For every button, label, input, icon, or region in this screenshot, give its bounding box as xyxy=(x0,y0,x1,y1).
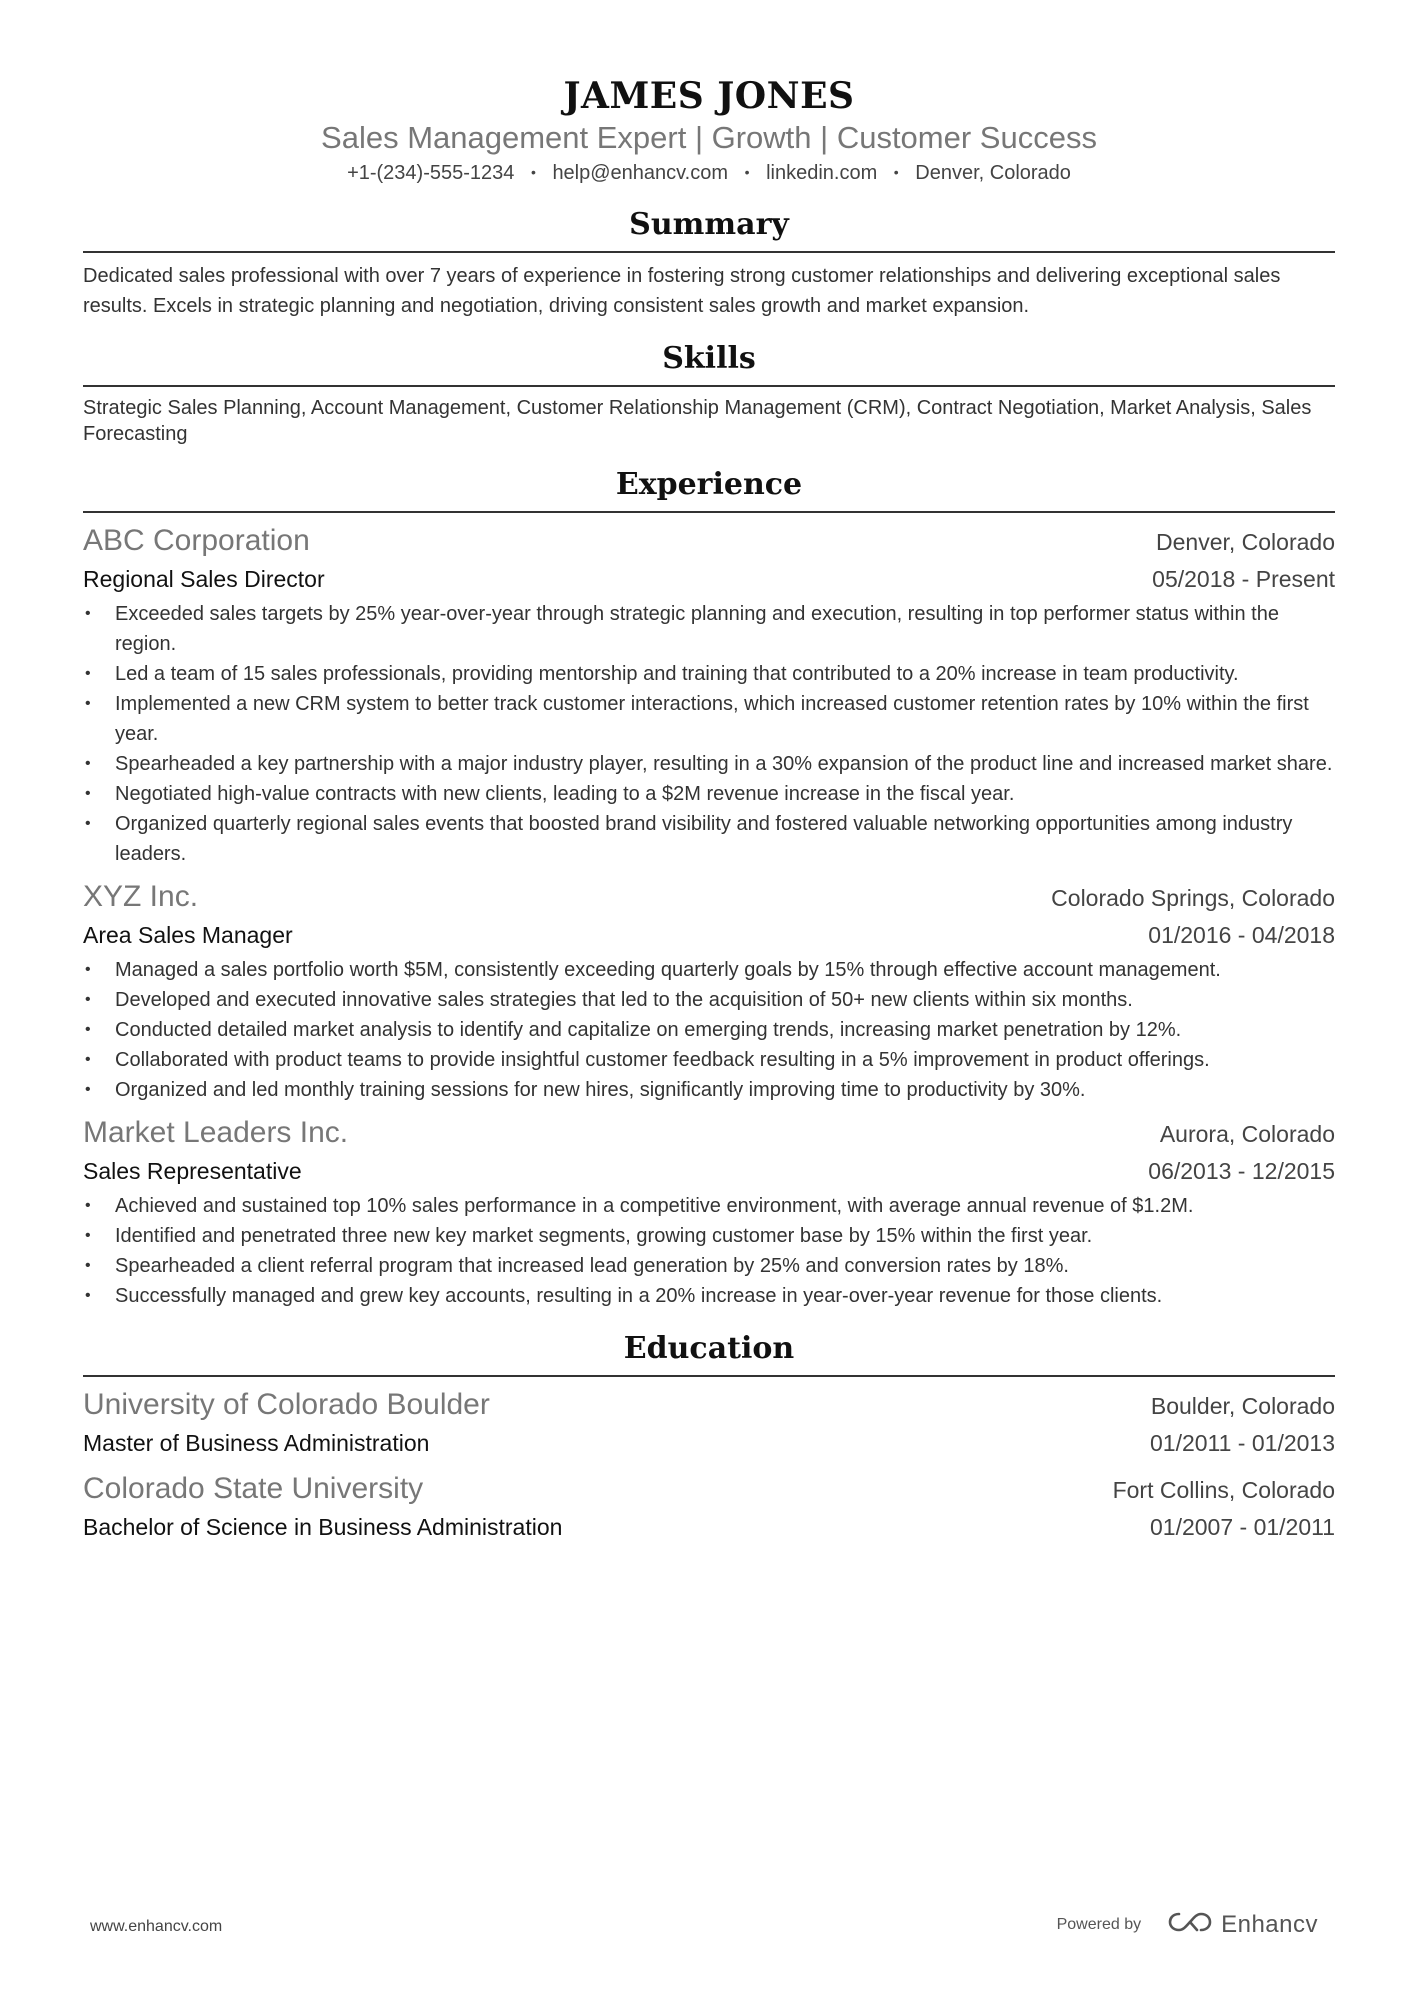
contact-info xyxy=(83,158,1335,187)
summary-heading: Summary xyxy=(83,205,1335,253)
experience-entry xyxy=(83,1113,1335,1311)
summary-section xyxy=(83,205,1335,321)
bullet-icon: • xyxy=(85,1021,91,1038)
degree-name: Master of Business Administration xyxy=(83,1430,430,1456)
company-name: Market Leaders Inc. xyxy=(83,1116,349,1149)
job-dates: 05/2018 - Present xyxy=(1152,566,1335,592)
education-dates: 01/2007 - 01/2011 xyxy=(1149,1514,1335,1540)
education-dates: 01/2011 - 01/2013 xyxy=(1149,1430,1335,1456)
skills-heading: Skills xyxy=(83,339,1335,387)
achievement-item: • Organized quarterly regional sales events that boosted brand visibility and fostered valuable networking opportunities among industry leaders. xyxy=(83,809,1335,869)
achievement-item: • Negotiated high-value contracts with new clients, leading to a $2M revenue increase in the fiscal year. xyxy=(83,779,1335,809)
education-heading: Education xyxy=(83,1329,1335,1377)
achievement-item: • Implemented a new CRM system to better track customer interactions, which increased customer retention rates by 10% within the first year. xyxy=(83,689,1335,749)
degree-name: Bachelor of Science in Business Administration xyxy=(83,1514,563,1540)
bullet-icon: • xyxy=(85,1287,91,1304)
education-section xyxy=(83,1329,1335,1545)
bullet-icon: • xyxy=(85,1197,91,1214)
school-name: University of Colorado Boulder xyxy=(83,1388,490,1421)
achievement-item: • Spearheaded a key partnership with a major industry player, resulting in a 30% expansion of the product line and increased market share. xyxy=(83,749,1335,779)
achievement-item: • Identified and penetrated three new key market segments, growing customer base by 15% within the first year. xyxy=(83,1221,1335,1251)
achievement-list xyxy=(83,1191,1335,1311)
experience-entry xyxy=(83,521,1335,869)
education-entry xyxy=(83,1469,1335,1545)
bullet-icon: • xyxy=(85,1081,91,1098)
job-dates: 06/2013 - 12/2015 xyxy=(1148,1158,1335,1184)
bullet-icon: • xyxy=(85,665,91,682)
bullet-icon: • xyxy=(85,991,91,1008)
achievement-item: • Managed a sales portfolio worth $5M, consistently exceeding quarterly goals by 15% through effective account management. xyxy=(83,955,1335,985)
bullet-icon: • xyxy=(85,1257,91,1274)
experience-heading: Experience xyxy=(83,465,1335,513)
bullet-icon: • xyxy=(85,1051,91,1068)
candidate-title: Sales Management Expert | Growth | Customer Success xyxy=(321,120,1097,155)
achievement-item: • Spearheaded a client referral program that increased lead generation by 25% and conversion rates by 18%. xyxy=(83,1251,1335,1281)
experience-section xyxy=(83,465,1335,1311)
company-name: ABC Corporation xyxy=(83,524,310,557)
enhancv-logo-icon xyxy=(1167,1910,1213,1939)
separator-dot: • xyxy=(744,164,750,180)
separator-dot: • xyxy=(893,164,899,180)
phone-number: +1-(234)-555-1234 xyxy=(347,162,515,184)
candidate-name: JAMES JONES xyxy=(563,75,855,117)
school-location: Fort Collins, Colorado xyxy=(1112,1477,1335,1503)
bullet-icon: • xyxy=(85,1227,91,1244)
job-title: Regional Sales Director xyxy=(83,566,325,592)
job-location: Denver, Colorado xyxy=(1156,529,1335,555)
bullet-icon: • xyxy=(85,961,91,978)
experience-entry xyxy=(83,877,1335,1105)
achievement-item: • Conducted detailed market analysis to identify and capitalize on emerging trends, increasing market penetration by 12%. xyxy=(83,1015,1335,1045)
achievement-list xyxy=(83,955,1335,1105)
achievement-item: • Organized and led monthly training sessions for new hires, significantly improving time to productivity by 30%. xyxy=(83,1075,1335,1105)
bullet-icon: • xyxy=(85,605,91,622)
bullet-icon: • xyxy=(85,755,91,772)
skills-section xyxy=(83,339,1335,447)
job-location: Colorado Springs, Colorado xyxy=(1051,885,1335,911)
separator-dot: • xyxy=(530,164,536,180)
bullet-icon: • xyxy=(85,815,91,832)
school-location: Boulder, Colorado xyxy=(1150,1393,1335,1419)
achievement-item: • Collaborated with product teams to provide insightful customer feedback resulting in a 5% improvement in product offerings. xyxy=(83,1045,1335,1075)
skills-text: Strategic Sales Planning, Account Management, Customer Relationship Management (CRM), Contract Negotiation, Market Analysis, Sales Forecasting xyxy=(83,397,1312,445)
job-location: Aurora, Colorado xyxy=(1159,1121,1335,1147)
achievement-item: • Successfully managed and grew key accounts, resulting in a 20% increase in year-over-year revenue for those clients. xyxy=(83,1281,1335,1311)
achievement-item: • Exceeded sales targets by 25% year-over-year through strategic planning and execution, resulting in top performer status within the region. xyxy=(83,599,1335,659)
enhancv-brand-name: Enhancv xyxy=(1221,1910,1318,1938)
powered-by-badge[interactable] xyxy=(1057,1910,1318,1939)
achievement-item: • Developed and executed innovative sales strategies that led to the acquisition of 50+ new clients within six months. xyxy=(83,985,1335,1015)
footer-website-link[interactable]: www.enhancv.com xyxy=(90,1918,223,1935)
company-name: XYZ Inc. xyxy=(83,880,199,913)
job-dates: 01/2016 - 04/2018 xyxy=(1148,922,1335,948)
education-entry xyxy=(83,1385,1335,1461)
candidate-location: Denver, Colorado xyxy=(915,162,1071,184)
bullet-icon: • xyxy=(85,695,91,712)
page-footer xyxy=(90,1910,1318,1946)
resume-header xyxy=(83,74,1335,187)
powered-by-label: Powered by xyxy=(1056,1915,1142,1933)
email-address[interactable]: help@enhancv.com xyxy=(552,162,729,184)
resume-page xyxy=(83,74,1335,1545)
job-title: Area Sales Manager xyxy=(83,922,293,948)
achievement-item: • Led a team of 15 sales professionals, providing mentorship and training that contributed to a 20% increase in team productivity. xyxy=(83,659,1335,689)
school-name: Colorado State University xyxy=(83,1472,424,1505)
linkedin-link[interactable]: linkedin.com xyxy=(766,162,878,184)
achievement-item: • Achieved and sustained top 10% sales performance in a competitive environment, with average annual revenue of $1.2M. xyxy=(83,1191,1335,1221)
job-title: Sales Representative xyxy=(83,1158,302,1184)
achievement-list xyxy=(83,599,1335,869)
bullet-icon: • xyxy=(85,785,91,802)
summary-text: Dedicated sales professional with over 7 years of experience in fostering strong customer relationships and delivering exceptional sales results. Excels in strategic planning and negotiation, driving consistent sales growth and market expansion. xyxy=(83,265,1281,317)
